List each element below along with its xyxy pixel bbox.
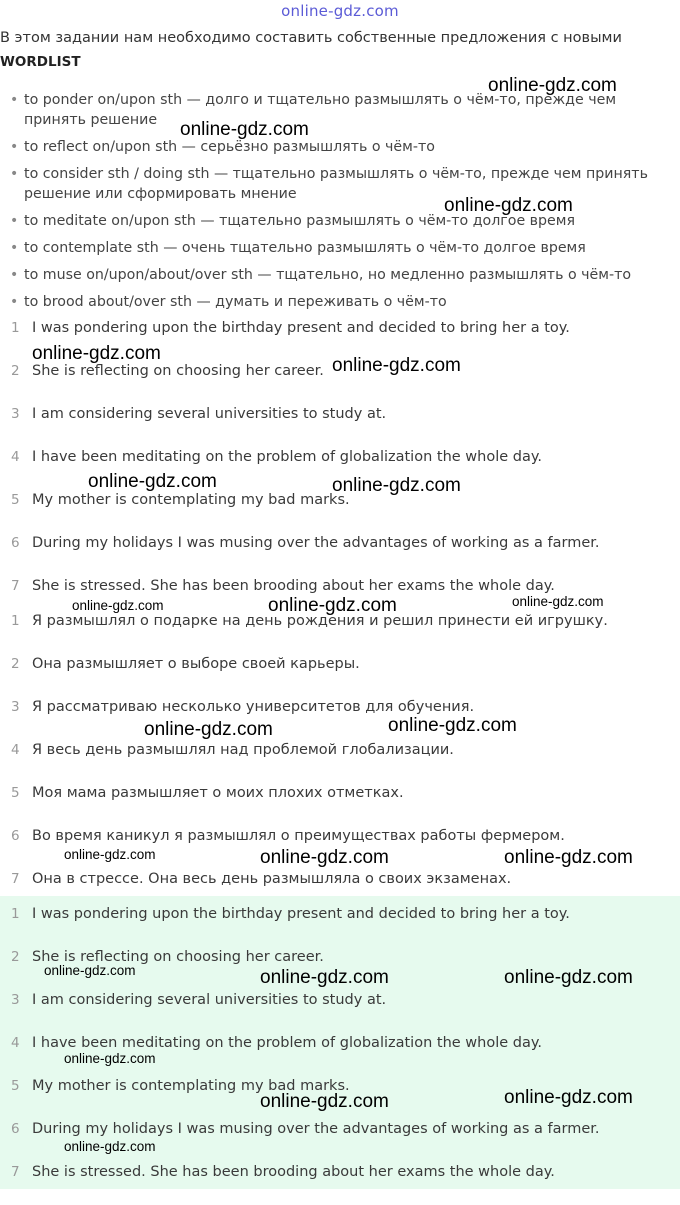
list-item <box>0 990 680 1033</box>
watermark: online-gdz.com <box>504 967 633 988</box>
watermark: online-gdz.com <box>72 598 164 613</box>
watermark: online-gdz.com <box>444 195 573 216</box>
item-text: Я весь день размышлял над проблемой глобализации. <box>32 742 454 758</box>
wordlist-item-text: to consider sth / doing sth — тщательно размышлять о чём-то, прежде чем принять решение или сформировать мнение <box>24 166 648 202</box>
bullet-icon: • <box>10 92 19 108</box>
item-number: 3 <box>11 699 20 715</box>
list-item <box>0 654 680 697</box>
item-number: 6 <box>11 1121 20 1137</box>
bullet-icon: • <box>10 213 19 229</box>
item-text: My mother is contemplating my bad marks. <box>32 1078 350 1094</box>
list-item <box>0 697 680 740</box>
watermark: online-gdz.com <box>488 75 617 96</box>
item-text: I am considering several universities to study at. <box>32 992 387 1008</box>
item-text: During my holidays I was musing over the advantages of working as a farmer. <box>32 1121 600 1137</box>
item-text: During my holidays I was musing over the advantages of working as a farmer. <box>32 535 600 551</box>
watermark: online-gdz.com <box>332 475 461 496</box>
item-text: I was pondering upon the birthday present and decided to bring her a toy. <box>32 320 570 336</box>
bullet-icon: • <box>10 139 19 155</box>
watermark: online-gdz.com <box>260 1091 389 1112</box>
watermark: online-gdz.com <box>32 343 161 364</box>
item-text: Я рассматриваю несколько университетов для обучения. <box>32 699 475 715</box>
watermark: online-gdz.com <box>64 1051 156 1066</box>
watermark: online-gdz.com <box>180 119 309 140</box>
watermark: online-gdz.com <box>144 719 273 740</box>
item-number: 3 <box>11 992 20 1008</box>
item-number: 4 <box>11 742 20 758</box>
item-number: 1 <box>11 906 20 922</box>
header-logo: online-gdz.com <box>281 2 399 20</box>
list-item <box>0 1162 680 1205</box>
item-number: 2 <box>11 363 20 379</box>
wordlist-item <box>10 137 670 157</box>
item-number: 5 <box>11 492 20 508</box>
item-text: My mother is contemplating my bad marks. <box>32 492 350 508</box>
wordlist-item-text: to brood about/over sth — думать и переживать о чём-то <box>24 294 447 310</box>
watermark: online-gdz.com <box>512 594 604 609</box>
list-item <box>0 826 680 869</box>
list-item <box>0 447 680 490</box>
wordlist-item-text: to muse on/upon/about/over sth — тщательно, но медленно размышлять о чём-то <box>24 267 632 283</box>
wordlist-item <box>10 211 670 231</box>
item-text: She is stressed. She has been brooding about her exams the whole day. <box>32 1164 555 1180</box>
wordlist-item <box>10 90 670 130</box>
wordlist-title: WORDLIST <box>0 54 81 70</box>
item-number: 1 <box>11 613 20 629</box>
list-item <box>0 740 680 783</box>
answer-sentences-list <box>0 904 680 1205</box>
list-item <box>0 1033 680 1076</box>
item-text: Во время каникул я размышлял о преимуществах работы фермером. <box>32 828 565 844</box>
item-number: 7 <box>11 578 20 594</box>
wordlist-item-text: to reflect on/upon sth — серьёзно размышлять о чём-то <box>24 139 435 155</box>
item-number: 4 <box>11 449 20 465</box>
russian-sentences-list <box>0 611 680 912</box>
list-item <box>0 533 680 576</box>
list-item <box>0 1119 680 1162</box>
list-item <box>0 361 680 404</box>
item-text: I have been meditating on the problem of globalization the whole day. <box>32 1035 542 1051</box>
item-text: Я размышлял о подарке на день рождения и решил принести ей игрушку. <box>32 613 608 629</box>
item-number: 2 <box>11 949 20 965</box>
wordlist-item <box>10 265 670 285</box>
item-text: I am considering several universities to study at. <box>32 406 387 422</box>
item-text: She is stressed. She has been brooding about her exams the whole day. <box>32 578 555 594</box>
item-number: 4 <box>11 1035 20 1051</box>
intro-text: В этом задании нам необходимо составить собственные предложения с новыми <box>0 30 622 46</box>
item-number: 3 <box>11 406 20 422</box>
wordlist-item <box>10 292 670 312</box>
item-number: 6 <box>11 535 20 551</box>
watermark: online-gdz.com <box>44 963 136 978</box>
list-item <box>0 904 680 947</box>
watermark: online-gdz.com <box>260 967 389 988</box>
watermark: online-gdz.com <box>504 1087 633 1108</box>
item-number: 2 <box>11 656 20 672</box>
list-item <box>0 490 680 533</box>
watermark: online-gdz.com <box>388 715 517 736</box>
item-number: 6 <box>11 828 20 844</box>
item-number: 1 <box>11 320 20 336</box>
list-item <box>0 404 680 447</box>
wordlist <box>10 90 670 319</box>
item-text: She is reflecting on choosing her career. <box>32 949 324 965</box>
watermark: online-gdz.com <box>64 1139 156 1154</box>
wordlist-item-text: to contemplate sth — очень тщательно размышлять о чём-то долгое время <box>24 240 586 256</box>
wordlist-item <box>10 238 670 258</box>
list-item <box>0 947 680 990</box>
item-number: 5 <box>11 785 20 801</box>
item-text: Она размышляет о выборе своей карьеры. <box>32 656 360 672</box>
watermark: online-gdz.com <box>332 355 461 376</box>
bullet-icon: • <box>10 166 19 182</box>
list-item <box>0 783 680 826</box>
bullet-icon: • <box>10 294 19 310</box>
item-text: I have been meditating on the problem of globalization the whole day. <box>32 449 542 465</box>
wordlist-item-text: to ponder on/upon sth — долго и тщательно размышлять о чём-то, прежде чем принять решение <box>24 92 617 128</box>
bullet-icon: • <box>10 240 19 256</box>
watermark: online-gdz.com <box>504 847 633 868</box>
watermark: online-gdz.com <box>88 471 217 492</box>
bullet-icon: • <box>10 267 19 283</box>
item-number: 7 <box>11 871 20 887</box>
item-text: Моя мама размышляет о моих плохих отметках. <box>32 785 404 801</box>
watermark: online-gdz.com <box>268 595 397 616</box>
watermark: online-gdz.com <box>260 847 389 868</box>
wordlist-item <box>10 164 670 204</box>
item-text: She is reflecting on choosing her career. <box>32 363 324 379</box>
list-item <box>0 318 680 361</box>
list-item <box>0 611 680 654</box>
watermark: online-gdz.com <box>64 847 156 862</box>
wordlist-item-text: to meditate on/upon sth — тщательно размышлять о чём-то долгое время <box>24 213 576 229</box>
item-text: I was pondering upon the birthday present and decided to bring her a toy. <box>32 906 570 922</box>
english-sentences-list <box>0 318 680 619</box>
item-number: 7 <box>11 1164 20 1180</box>
item-number: 5 <box>11 1078 20 1094</box>
list-item <box>0 1076 680 1119</box>
item-text: Она в стрессе. Она весь день размышляла о своих экзаменах. <box>32 871 512 887</box>
